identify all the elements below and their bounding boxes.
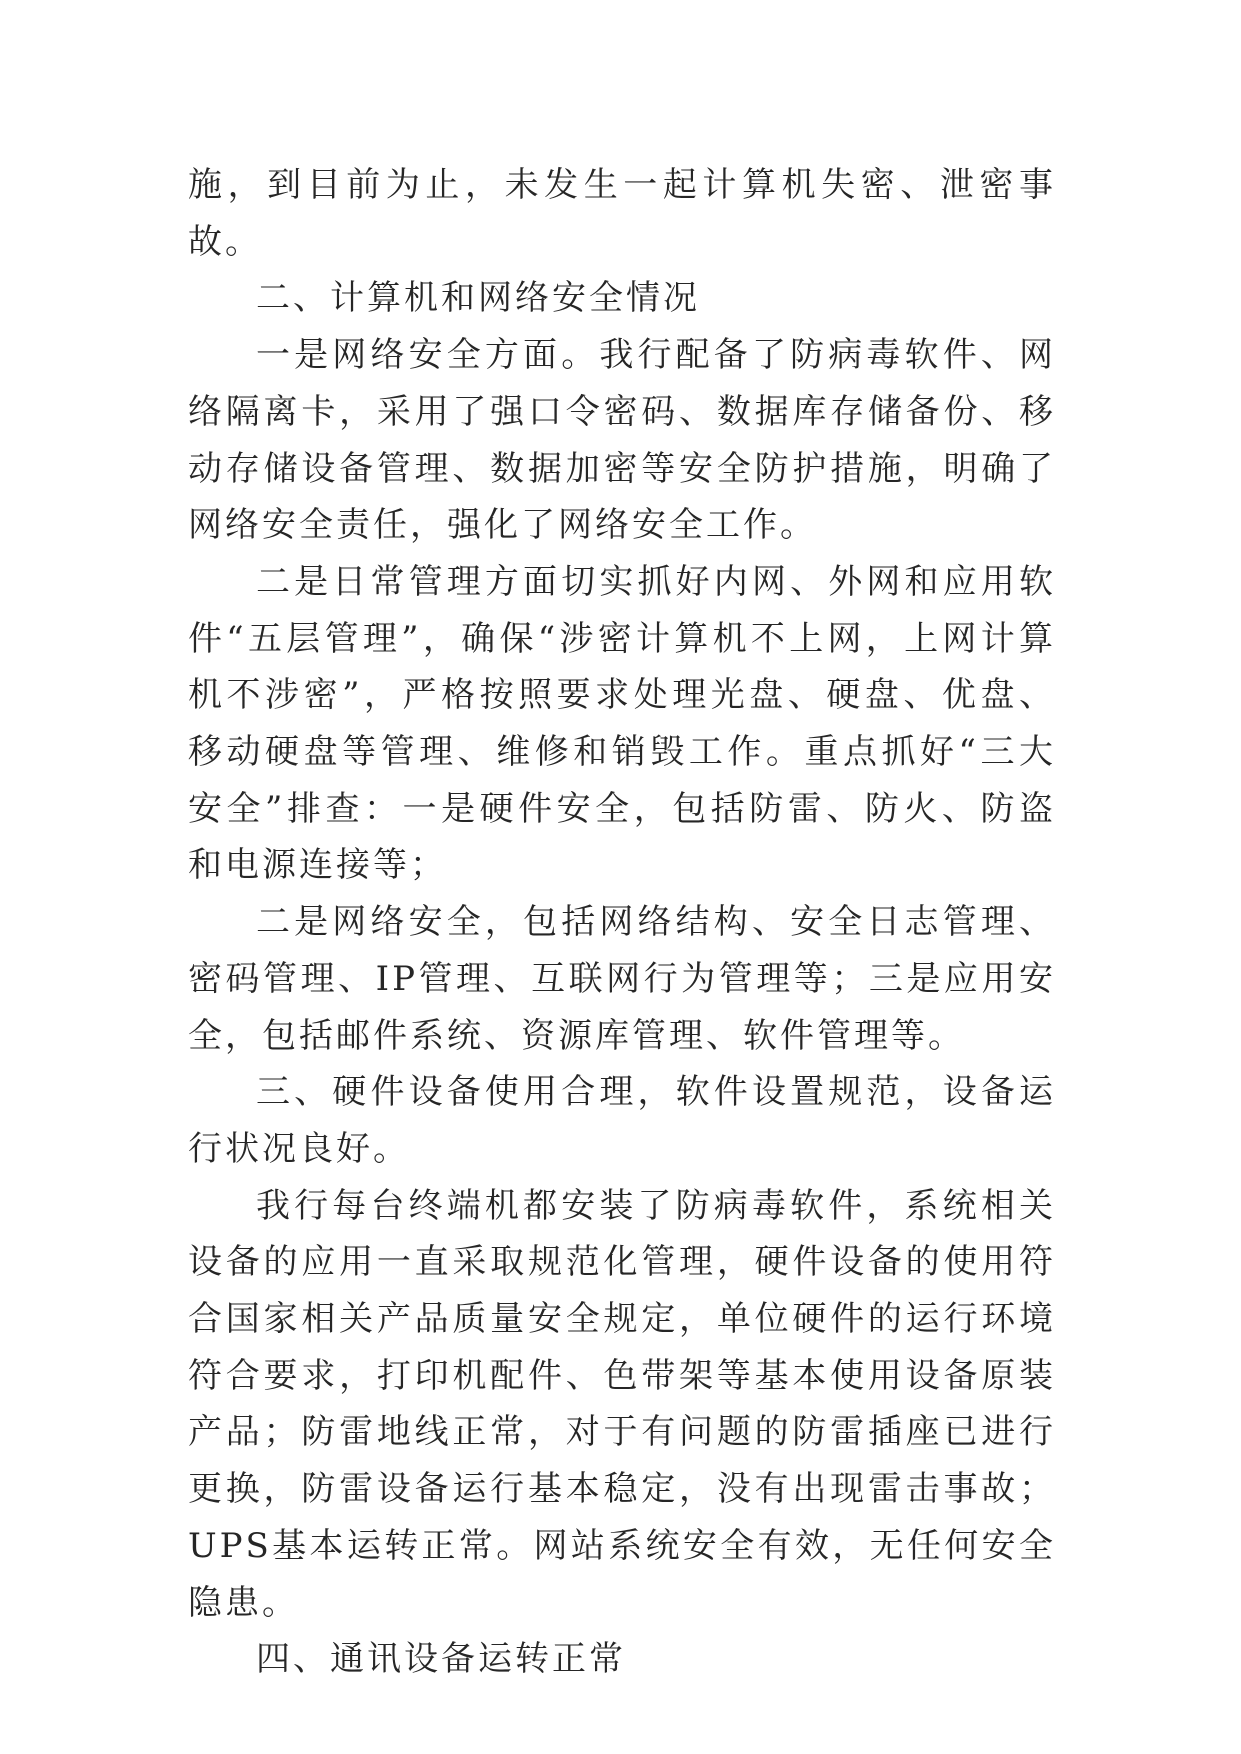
section-heading-hardware-software: 三、硬件设备使用合理，软件设置规范，设备运行状况良好。 bbox=[188, 1072, 1056, 1169]
paragraph-continuation: 施，到目前为止，未发生一起计算机失密、泄密事故。 bbox=[188, 165, 1056, 262]
section-heading-computer-network-security: 二、计算机和网络安全情况 bbox=[256, 278, 700, 319]
document-body bbox=[188, 157, 1056, 1688]
paragraph-daily-management: 二是日常管理方面切实抓好内网、外网和应用软件“五层管理”，确保“涉密计算机不上网，上网计算机不涉密”，严格按照要求处理光盘、硬盘、优盘、移动硬盘等管理、维修和销毁工作。重点抓好“三大安全”排查：一是硬件安全，包括防雷、防火、防盗和电源连接等； bbox=[188, 561, 1056, 886]
paragraph-terminal-antivirus: 我行每台终端机都安装了防病毒软件，系统相关设备的应用一直采取规范化管理，硬件设备的使用符合国家相关产品质量安全规定，单位硬件的运行环境符合要求，打印机配件、色带架等基本使用设备原装产品；防雷地线正常，对于有问题的防雷插座已进行更换，防雷设备运行基本稳定，没有出现雷击事故；UPS基本运转正常。网站系统安全有效，无任何安全隐患。 bbox=[188, 1185, 1056, 1623]
paragraph-network-application-security: 二是网络安全，包括网络结构、安全日志管理、密码管理、IP管理、互联网行为管理等；三是应用安全，包括邮件系统、资源库管理、软件管理等。 bbox=[188, 902, 1056, 1056]
section-heading-communication-equipment: 四、通讯设备运转正常 bbox=[256, 1639, 626, 1680]
paragraph-network-security: 一是网络安全方面。我行配备了防病毒软件、网络隔离卡，采用了强口令密码、数据库存储备份、移动存储设备管理、数据加密等安全防护措施，明确了网络安全责任，强化了网络安全工作。 bbox=[188, 335, 1056, 546]
